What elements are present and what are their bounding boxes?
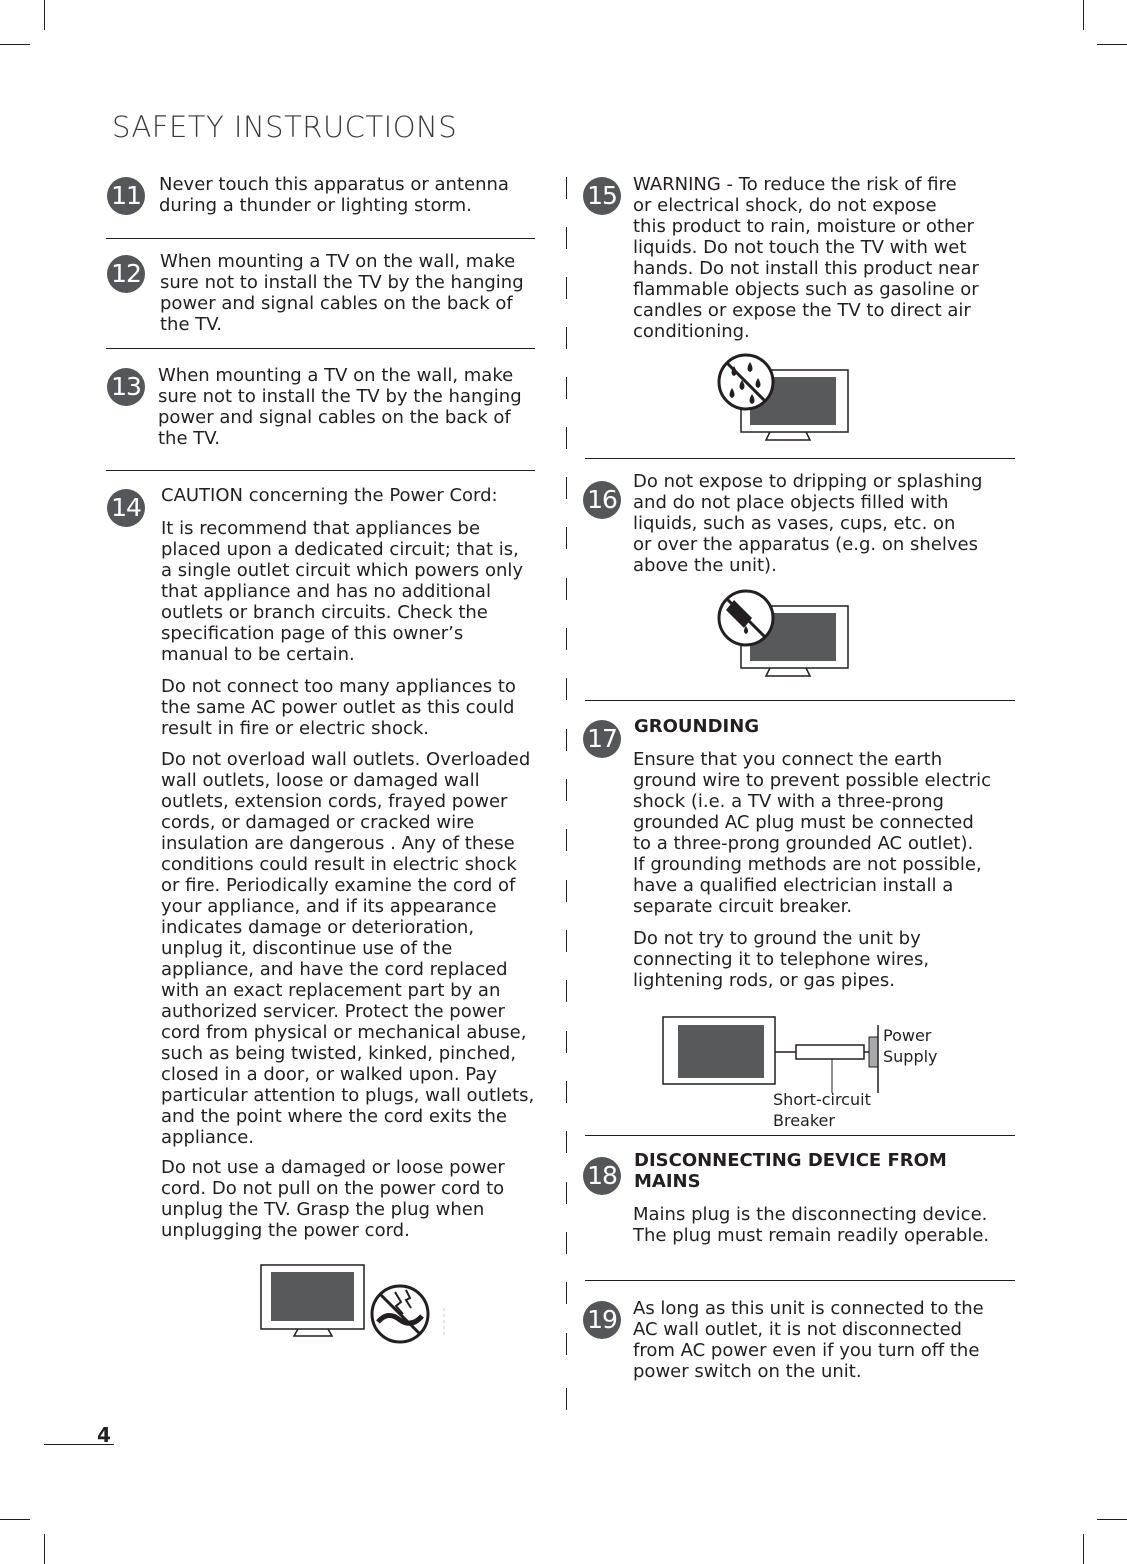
text-line: above the unit).	[633, 555, 777, 576]
text-line: Do not try to ground the unit by	[633, 928, 921, 949]
text-line: that appliance and has no additional	[161, 581, 491, 602]
text-line: candles or expose the TV to direct air	[633, 300, 971, 321]
text-line: When mounting a TV on the wall, make	[160, 251, 516, 272]
text-line: have a qualified electrician install a	[633, 875, 954, 896]
item-18-heading	[634, 1150, 947, 1192]
text-line: WARNING - To reduce the risk of fire	[633, 174, 957, 195]
text-line: liquids, such as vases, cups, etc. on	[633, 513, 956, 534]
column-divider	[566, 980, 567, 1002]
tv-stand	[766, 668, 810, 676]
text-line: with an exact replacement part by an	[161, 980, 501, 1001]
crop-mark	[1097, 44, 1127, 45]
text-line: sure not to install the TV by the hanging	[158, 386, 522, 407]
text-line: When mounting a TV on the wall, make	[158, 365, 514, 386]
no-damaged-cord-icon	[372, 1286, 428, 1342]
item-12-text	[160, 251, 524, 335]
column-divider	[566, 1232, 567, 1254]
power-supply-label-line: Power	[883, 1026, 932, 1045]
text-line: placed upon a dedicated circuit; that is,	[161, 539, 519, 560]
text-line: result in fire or electric shock.	[161, 718, 430, 739]
text-line: lightening rods, or gas pipes.	[633, 970, 895, 991]
item-14-paragraph-4	[161, 1157, 505, 1241]
item-number-badge: 12	[107, 255, 145, 293]
text-line: MAINS	[634, 1171, 701, 1192]
crop-mark	[0, 44, 30, 45]
no-liquid-container-icon	[719, 591, 773, 645]
text-line: appliance.	[161, 1127, 255, 1148]
column-divider	[566, 930, 567, 952]
text-line: The plug must remain readily operable.	[633, 1225, 990, 1246]
text-line: conditioning.	[633, 321, 750, 342]
text-line: power switch on the unit.	[633, 1361, 862, 1382]
column-divider	[566, 527, 567, 549]
text-line: connecting it to telephone wires,	[633, 949, 930, 970]
text-line: DISCONNECTING DEVICE FROM	[634, 1150, 947, 1171]
text-line: shock (i.e. a TV with a three-prong	[633, 791, 944, 812]
section-divider	[585, 458, 1015, 459]
crop-mark	[1083, 0, 1084, 30]
text-line: outlets, extension cords, frayed power	[161, 791, 508, 812]
item-number-badge: 13	[107, 368, 145, 406]
item-number-badge: 15	[583, 177, 621, 215]
column-divider	[566, 628, 567, 650]
text-line: or electrical shock, do not expose	[633, 195, 937, 216]
column-divider	[566, 427, 567, 449]
column-divider	[566, 1282, 567, 1304]
item-15-text	[633, 174, 979, 342]
column-divider	[566, 729, 567, 751]
section-divider	[106, 470, 535, 471]
text-line: unplugging the power cord.	[161, 1220, 410, 1241]
item-number-badge: 19	[583, 1301, 621, 1339]
text-line: appliance, and have the cord replaced	[161, 959, 508, 980]
column-divider	[566, 1182, 567, 1204]
crop-mark	[1083, 1534, 1084, 1564]
text-line: ground wire to prevent possible electric	[633, 770, 991, 791]
text-line: separate circuit breaker.	[633, 896, 853, 917]
column-divider	[566, 678, 567, 700]
section-divider	[585, 1280, 1015, 1281]
text-line: Never touch this apparatus or antenna	[159, 174, 509, 195]
text-line: cord. Do not pull on the power cord to	[161, 1178, 505, 1199]
crop-mark	[0, 1519, 30, 1520]
crop-mark	[44, 0, 45, 30]
text-line: the same AC power outlet as this could	[161, 697, 515, 718]
text-line: If grounding methods are not possible,	[633, 854, 982, 875]
item-17-paragraph-1	[633, 749, 991, 917]
column-divider	[566, 829, 567, 851]
text-line: the TV.	[160, 314, 222, 335]
text-line: cords, or damaged or cracked wire	[161, 812, 475, 833]
item-number-badge: 14	[107, 489, 145, 527]
text-line: hands. Do not install this product near	[633, 258, 979, 279]
text-line: and do not place objects filled with	[633, 492, 949, 513]
text-line: flammable objects such as gasoline or	[633, 279, 979, 300]
section-divider	[585, 700, 1015, 701]
column-divider	[566, 779, 567, 801]
text-line: Do not overload wall outlets. Overloaded	[161, 749, 531, 770]
power-supply-label-line: Supply	[883, 1047, 938, 1066]
text-line: sure not to install the TV by the hanging	[160, 272, 524, 293]
item-13-text	[158, 365, 522, 449]
column-divider	[566, 1031, 567, 1053]
text-line: a single outlet circuit which powers only	[161, 560, 524, 581]
item-19-text	[633, 1298, 984, 1382]
breaker-label-line: Breaker	[773, 1111, 835, 1130]
text-line: specification page of this owner’s	[161, 623, 464, 644]
section-divider	[585, 1135, 1015, 1136]
item-17-heading: GROUNDING	[634, 716, 760, 737]
column-divider	[566, 327, 567, 349]
text-line: your appliance, and if its appearance	[161, 896, 497, 917]
text-line: As long as this unit is connected to the	[633, 1298, 984, 1319]
text-line: or over the apparatus (e.g. on shelves	[633, 534, 978, 555]
tv-rain-illustration	[716, 352, 852, 442]
text-line: Do not expose to dripping or splashing	[633, 471, 983, 492]
item-14-paragraph-2	[161, 676, 516, 739]
text-line: insulation are dangerous . Any of these	[161, 833, 515, 854]
item-number-badge: 16	[583, 481, 621, 519]
text-line: such as being twisted, kinked, pinched,	[161, 1043, 517, 1064]
text-line: indicates damage or deterioration,	[161, 917, 475, 938]
page-number: 4	[97, 1423, 111, 1447]
item-16-text	[633, 471, 982, 576]
text-line: authorized servicer. Protect the power	[161, 1001, 505, 1022]
section-divider	[106, 238, 535, 239]
breaker-label-line: Short-circuit	[773, 1090, 871, 1109]
text-line: wall outlets, loose or damaged wall	[161, 770, 480, 791]
text-line: from AC power even if you turn off the	[633, 1340, 980, 1361]
item-number-badge: 18	[583, 1157, 621, 1195]
text-line: power and signal cables on the back of	[160, 293, 513, 314]
item-14-paragraph-3	[161, 749, 534, 1148]
tv-stand	[294, 1329, 332, 1336]
text-line: to a three-prong grounded AC outlet).	[633, 833, 974, 854]
text-line: or fire. Periodically examine the cord of	[161, 875, 516, 896]
text-line: Ensure that you connect the earth	[633, 749, 943, 770]
item-11-text	[159, 174, 509, 216]
no-rain-icon	[719, 355, 773, 409]
tv-stand	[766, 432, 810, 440]
text-line: outlets or branch circuits. Check the	[161, 602, 488, 623]
item-14-paragraph-1	[161, 518, 523, 665]
tv-damaged-cord-illustration	[258, 1262, 450, 1346]
column-divider	[566, 177, 567, 199]
text-line: manual to be certain.	[161, 644, 355, 665]
tv-screen	[271, 1272, 354, 1321]
text-line: and the point where the cord exits the	[161, 1106, 507, 1127]
tv-screen	[678, 1025, 764, 1078]
item-14-heading: CAUTION concerning the Power Cord:	[161, 485, 498, 506]
text-line: unplug the TV. Grasp the plug when	[161, 1199, 485, 1220]
column-divider	[566, 1333, 567, 1355]
item-17-paragraph-2	[633, 928, 929, 991]
text-line: during a thunder or lighting storm.	[159, 195, 472, 216]
text-line: power and signal cables on the back of	[158, 407, 511, 428]
text-line: It is recommend that appliances be	[161, 518, 481, 539]
column-divider	[566, 227, 567, 249]
column-divider	[566, 880, 567, 902]
column-divider	[566, 477, 567, 499]
text-line: conditions could result in electric shock	[161, 854, 517, 875]
text-line: the TV.	[158, 428, 220, 449]
column-divider	[566, 1131, 567, 1153]
text-line: unplug it, discontinue use of the	[161, 938, 453, 959]
column-divider	[566, 578, 567, 600]
power-outlet	[869, 1037, 878, 1067]
tv-vase-illustration	[716, 588, 852, 680]
text-line: liquids. Do not touch the TV with wet	[633, 237, 967, 258]
item-number-badge: 17	[583, 720, 621, 758]
text-line: Do not connect too many appliances to	[161, 676, 516, 697]
crop-mark	[44, 1534, 45, 1564]
text-line: Mains plug is the disconnecting device.	[633, 1204, 988, 1225]
text-line: Do not use a damaged or loose power	[161, 1157, 505, 1178]
page-title: SAFETY INSTRUCTIONS	[112, 110, 458, 144]
text-line: this product to rain, moisture or other	[633, 216, 974, 237]
item-18-text	[633, 1204, 989, 1246]
column-divider	[566, 1081, 567, 1103]
text-line: cord from physical or mechanical abuse,	[161, 1022, 527, 1043]
item-number-badge: 11	[107, 177, 145, 215]
text-line: particular attention to plugs, wall outlets,	[161, 1085, 535, 1106]
column-divider	[566, 277, 567, 299]
column-divider	[566, 377, 567, 399]
text-line: grounded AC plug must be connected	[633, 812, 974, 833]
section-divider	[106, 348, 535, 349]
breaker-box	[796, 1045, 864, 1059]
crop-mark	[1097, 1519, 1127, 1520]
text-line: closed in a door, or walked upon. Pay	[161, 1064, 498, 1085]
text-line: AC wall outlet, it is not disconnected	[633, 1319, 962, 1340]
grounding-diagram	[662, 1015, 962, 1133]
column-divider	[566, 1388, 567, 1410]
